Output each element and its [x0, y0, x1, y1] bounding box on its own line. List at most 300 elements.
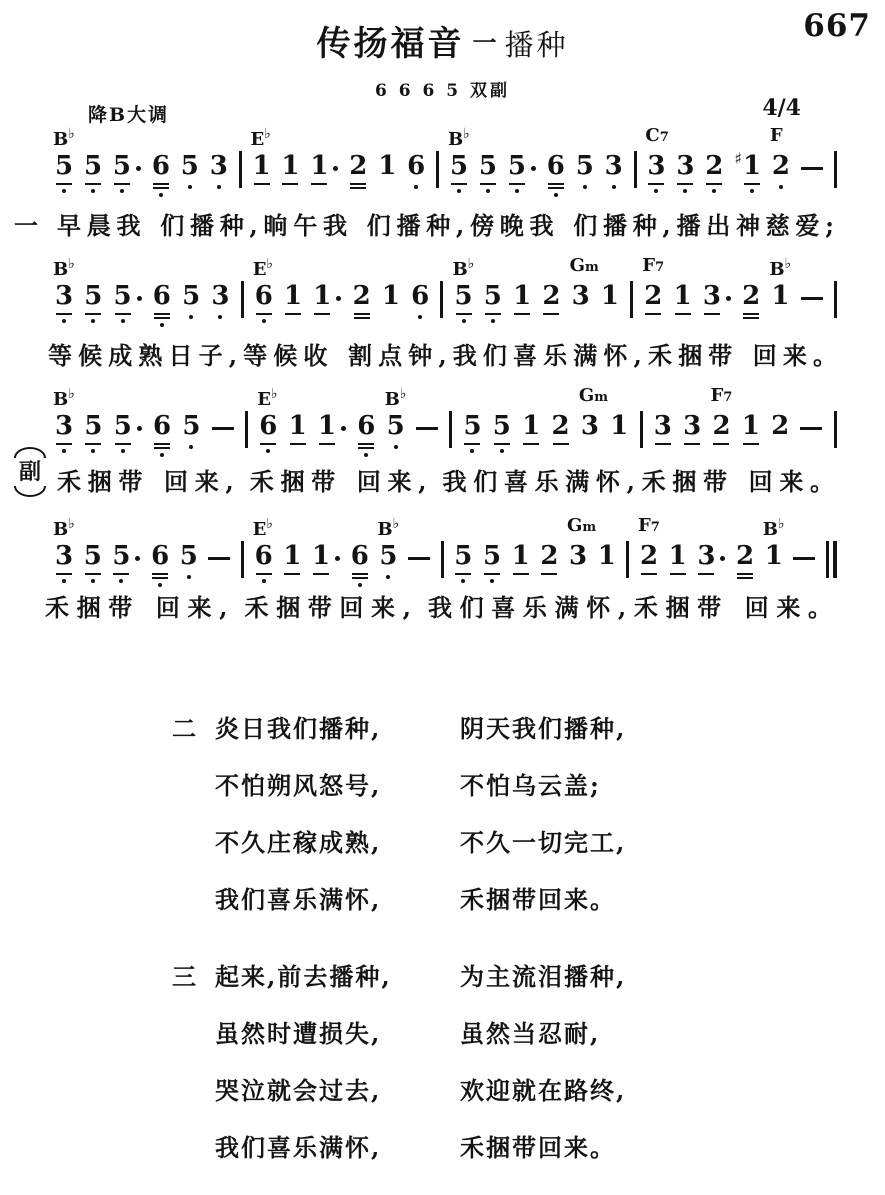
note-underlines	[352, 571, 368, 589]
note-stack	[736, 542, 754, 589]
note-digit: 5	[575, 151, 594, 181]
augmentation-dot	[333, 166, 338, 171]
chord-label: F	[769, 125, 783, 146]
note-digit: 5	[379, 541, 398, 571]
chord-suffix: 7	[655, 260, 665, 275]
note-digit: 6	[152, 281, 171, 311]
note-underlines	[543, 311, 559, 329]
note-digit: 5	[492, 411, 511, 441]
note	[180, 542, 198, 589]
note-underlines	[56, 311, 72, 329]
note-underlines	[218, 311, 222, 329]
verse-line-left: 我们喜乐满怀,	[215, 885, 382, 914]
underline	[154, 443, 170, 445]
underline	[85, 313, 101, 315]
note	[567, 515, 597, 589]
note	[736, 542, 754, 589]
note-digit: 1	[741, 411, 760, 441]
note	[349, 152, 367, 199]
note-digit: 1	[313, 281, 332, 311]
chord-label: F7	[642, 255, 665, 276]
barline	[449, 411, 452, 448]
note	[576, 152, 594, 199]
note-digit: 2	[771, 151, 790, 181]
note-digit: 5	[83, 151, 103, 181]
note	[674, 282, 692, 329]
note-stack	[674, 282, 692, 329]
note-digit: 5	[112, 541, 131, 571]
low-octave-dot	[712, 189, 716, 193]
note-digit: 3	[580, 411, 599, 441]
note-stack	[180, 542, 198, 589]
verse-line-right: 虽然当忍耐,	[460, 1019, 601, 1048]
note-stack	[357, 412, 375, 459]
note-stack	[771, 412, 789, 459]
note	[605, 152, 623, 199]
underline	[354, 317, 370, 319]
note-underlines	[189, 441, 193, 459]
dash-note	[408, 557, 430, 560]
lyric-line: 等候成熟日子,等候收 割点钟,我们喜乐满怀,禾捆带 回来。	[48, 341, 838, 370]
note-digit: 1	[252, 151, 271, 181]
note-underlines	[284, 571, 300, 589]
underline	[152, 573, 168, 575]
underline	[152, 577, 168, 579]
verse-line-left: 不久庄稼成熟,	[215, 828, 382, 857]
note-underlines	[743, 441, 759, 459]
note-stack	[284, 282, 302, 329]
note	[508, 152, 536, 199]
note-underlines	[455, 571, 471, 589]
verse-line-right: 为主流泪播种,	[460, 962, 627, 991]
underline	[455, 573, 471, 575]
underline	[115, 443, 131, 445]
flat-sign: ♭	[68, 386, 75, 402]
note	[637, 515, 660, 589]
note-stack	[743, 152, 761, 199]
note-stack	[252, 152, 270, 199]
verse-number	[172, 1062, 215, 1119]
note-stack	[598, 542, 616, 589]
note-digit: 1	[513, 281, 532, 311]
note-stack	[483, 542, 501, 589]
barline	[834, 281, 837, 318]
flat-sign: ♭	[266, 256, 274, 272]
note	[250, 126, 271, 199]
note-stack	[351, 542, 369, 589]
note-stack	[454, 542, 472, 589]
note-stack	[84, 152, 102, 199]
low-octave-dot	[160, 323, 164, 327]
note-underlines	[583, 181, 587, 199]
note-digit: 2	[349, 151, 368, 181]
note-stack	[610, 412, 628, 459]
low-octave-dot	[262, 319, 266, 323]
note	[84, 412, 102, 459]
verse-line-left: 我们喜乐满怀,	[215, 1133, 382, 1162]
note	[642, 255, 665, 329]
note-stack	[255, 282, 273, 329]
low-octave-dot	[386, 575, 390, 579]
note-stack	[411, 282, 429, 329]
note-digit: 1	[312, 541, 331, 571]
chord-label: B♭	[762, 516, 785, 540]
low-octave-dot	[394, 445, 398, 449]
underline	[743, 317, 759, 319]
chord-label: B♭	[53, 516, 75, 540]
low-octave-dot	[189, 315, 193, 319]
underline	[523, 443, 539, 445]
low-octave-dot	[457, 189, 461, 193]
note	[112, 542, 140, 589]
time-signature: 4/4	[762, 95, 801, 121]
note-digit: 5	[463, 411, 482, 441]
barline	[436, 151, 439, 188]
note-underlines	[56, 181, 72, 199]
note-digit: 5	[449, 151, 469, 181]
note-digit: 1	[673, 281, 692, 311]
dash-note	[801, 297, 823, 300]
note-digit: 5	[179, 541, 198, 571]
note-underlines	[706, 181, 722, 199]
underline	[485, 313, 501, 315]
underline	[85, 183, 101, 185]
note-stack	[640, 542, 658, 589]
note	[182, 282, 200, 329]
underline	[509, 183, 525, 185]
note-underlines	[548, 181, 564, 199]
barline	[634, 151, 637, 188]
underline	[56, 313, 72, 315]
note-stack	[114, 282, 132, 329]
underline	[706, 183, 722, 185]
note	[447, 126, 470, 199]
underline	[737, 573, 753, 575]
music-line	[55, 516, 837, 589]
chord-label: B♭	[377, 516, 400, 540]
title-subtitle: 播种	[504, 28, 569, 62]
underline	[153, 183, 169, 185]
note	[601, 282, 619, 329]
barline	[441, 541, 444, 578]
note-digit: 5	[84, 411, 103, 441]
low-octave-dot	[554, 193, 558, 197]
note-underlines	[152, 571, 168, 589]
note-digit: 6	[407, 151, 426, 181]
note-digit: 1	[742, 151, 762, 181]
low-octave-dot	[62, 449, 66, 453]
barline	[440, 281, 443, 318]
note-stack	[512, 542, 530, 589]
note-digit: 1	[597, 541, 616, 571]
note	[257, 386, 278, 459]
note-stack	[463, 412, 481, 459]
chord-label: E♭	[250, 126, 271, 150]
note-digit: 6	[153, 411, 172, 441]
barline	[241, 281, 244, 318]
note-underlines	[256, 571, 272, 589]
underline	[677, 183, 693, 185]
note-stack	[182, 282, 200, 329]
underline	[655, 443, 671, 445]
underline	[113, 573, 129, 575]
note	[569, 255, 599, 329]
verse-line-right: 禾捆带回来。	[460, 885, 616, 914]
note-underlines	[290, 441, 306, 459]
note-underlines	[114, 181, 130, 199]
augmentation-dot	[136, 166, 141, 171]
low-octave-dot	[160, 453, 164, 457]
flat-sign: ♭	[784, 256, 792, 272]
dash-note	[416, 427, 438, 430]
flat-sign: ♭	[266, 516, 273, 532]
note-stack	[572, 282, 590, 329]
note-underlines	[85, 441, 101, 459]
underline	[675, 313, 691, 315]
note-stack	[522, 412, 540, 459]
note-digit: 3	[55, 281, 74, 311]
note	[683, 412, 701, 459]
verse-number	[172, 814, 215, 871]
note-digit: 1	[600, 281, 619, 311]
note	[313, 282, 341, 329]
title-main: 传扬福音	[316, 24, 465, 64]
note-underlines	[675, 311, 691, 329]
chord-label: B♭	[769, 256, 792, 280]
barline	[239, 151, 242, 188]
note-digit: 1	[668, 541, 687, 571]
chord-label: E♭	[257, 386, 278, 410]
note-underlines	[648, 181, 664, 199]
note-stack	[211, 282, 229, 329]
low-octave-dot	[683, 189, 687, 193]
underline	[85, 443, 101, 445]
note	[551, 412, 569, 459]
low-octave-dot	[218, 315, 222, 319]
barline	[833, 541, 837, 578]
note-stack	[450, 152, 468, 199]
note-underlines	[494, 441, 510, 459]
note	[762, 516, 785, 589]
note-digit: 3	[683, 411, 702, 441]
note-stack	[289, 412, 307, 459]
note-underlines	[56, 571, 72, 589]
underline	[56, 573, 72, 575]
note-digit: 1	[317, 411, 336, 441]
note	[53, 126, 75, 199]
music-line	[55, 386, 837, 459]
barline	[626, 541, 629, 578]
low-octave-dot	[779, 185, 783, 189]
underline	[352, 577, 368, 579]
note-digit: 1	[284, 281, 303, 311]
note-underlines	[115, 441, 131, 459]
underline	[513, 573, 529, 575]
barline	[245, 411, 248, 448]
note-digit: 6	[546, 151, 565, 181]
note-digit: 3	[55, 541, 74, 571]
chord-label: F7	[637, 515, 660, 536]
note-digit: 1	[610, 411, 629, 441]
underline	[154, 447, 170, 449]
chord-suffix: 7	[723, 390, 733, 405]
note-digit: 6	[411, 281, 430, 311]
verse-number	[172, 757, 215, 814]
note-stack	[654, 412, 672, 459]
low-octave-dot	[418, 315, 422, 319]
final-barline	[826, 541, 837, 578]
note-digit: 1	[771, 281, 790, 311]
note	[769, 125, 790, 199]
note	[479, 152, 497, 199]
underline	[698, 573, 714, 575]
note-stack	[581, 412, 599, 459]
low-octave-dot	[358, 583, 362, 587]
note-underlines	[713, 441, 729, 459]
underline	[704, 313, 720, 315]
note-underlines	[187, 571, 191, 589]
note-stack	[576, 152, 594, 199]
note-digit: 5	[507, 151, 526, 181]
chord-suffix: 7	[659, 130, 669, 145]
note-stack	[407, 152, 425, 199]
note-underlines	[189, 311, 193, 329]
underline	[350, 183, 366, 185]
note	[284, 282, 302, 329]
barline	[834, 411, 837, 448]
note-digit: 5	[113, 281, 132, 311]
note-underlines	[311, 181, 327, 199]
stanza-number-marker: 一	[14, 211, 38, 240]
barline	[640, 411, 643, 448]
note-digit: 6	[254, 541, 273, 571]
flat-sign: ♭	[270, 386, 278, 402]
note-stack	[772, 152, 790, 199]
note-underlines	[285, 311, 301, 329]
note	[483, 542, 501, 589]
chord-label: B♭	[447, 126, 470, 150]
low-octave-dot	[121, 449, 125, 453]
note-stack	[310, 152, 328, 199]
verse-line-left: 起来,前去播种,	[215, 962, 392, 991]
underline	[548, 183, 564, 185]
lyric-line: 早晨我 们播种,晌午我 们播种,傍晚我 们播种,播出神慈爱;	[57, 211, 835, 240]
dash-note	[212, 427, 234, 430]
note-underlines	[744, 181, 760, 199]
note-stack	[312, 542, 330, 589]
note-underlines	[513, 571, 529, 589]
note-underlines	[85, 571, 101, 589]
note	[540, 542, 558, 589]
note-underlines	[154, 441, 170, 459]
chord-label: B♭	[53, 386, 75, 410]
chord-label: B♭	[53, 126, 75, 150]
note-underlines	[523, 441, 539, 459]
note-underlines	[85, 311, 101, 329]
note-underlines	[386, 571, 390, 589]
note-digit: 5	[112, 151, 131, 181]
chord-label: B♭	[53, 256, 75, 280]
flat-sign: ♭	[68, 126, 75, 142]
underline	[358, 443, 374, 445]
note	[669, 542, 687, 589]
note-stack	[697, 542, 715, 589]
underline	[451, 183, 467, 185]
low-octave-dot	[62, 579, 66, 583]
underline	[358, 447, 374, 449]
note-stack	[542, 282, 560, 329]
title-dash: 一	[472, 28, 497, 57]
verse-block	[172, 948, 760, 1176]
note-underlines	[154, 311, 170, 329]
note	[703, 282, 731, 329]
underline	[494, 443, 510, 445]
low-octave-dot	[486, 189, 490, 193]
note-stack	[259, 412, 277, 459]
underline	[282, 183, 298, 185]
note-stack	[742, 412, 760, 459]
note-underlines	[737, 571, 753, 589]
dash-note	[800, 427, 822, 430]
note-digit: 3	[209, 151, 228, 181]
note-underlines	[480, 181, 496, 199]
verse-line-right: 禾捆带回来。	[460, 1133, 616, 1162]
note-stack	[210, 152, 228, 199]
note-underlines	[414, 181, 418, 199]
chord-suffix: m	[582, 520, 597, 535]
note	[384, 386, 407, 459]
note-digit: 2	[712, 411, 731, 441]
low-octave-dot	[654, 189, 658, 193]
underline	[641, 573, 657, 575]
low-octave-dot	[91, 319, 95, 323]
chord-label: Gm	[567, 515, 597, 536]
note-underlines	[256, 311, 272, 329]
underline	[743, 313, 759, 315]
flat-sign: ♭	[399, 386, 407, 402]
note	[84, 282, 102, 329]
verse-number: 二	[172, 714, 198, 743]
note-digit: 1	[522, 411, 541, 441]
lyric-line: 禾捆带 回来, 禾捆带回来, 我们喜乐满怀,禾捆带 回来。	[45, 593, 833, 622]
underline	[548, 187, 564, 189]
note-stack	[742, 282, 760, 329]
underline	[743, 443, 759, 445]
note-stack	[112, 542, 130, 589]
page-number: 667	[803, 8, 871, 44]
low-octave-dot	[159, 193, 163, 197]
note-stack	[676, 152, 694, 199]
note	[654, 412, 672, 459]
note-digit: 3	[653, 411, 672, 441]
note	[382, 282, 400, 329]
augmentation-dot	[137, 426, 142, 431]
note-underlines	[350, 181, 366, 199]
low-octave-dot	[189, 445, 193, 449]
note-stack	[181, 152, 199, 199]
underline	[319, 443, 335, 445]
note-digit: 5	[113, 411, 132, 441]
note-underlines	[484, 571, 500, 589]
note	[181, 152, 199, 199]
note-stack	[484, 282, 502, 329]
underline	[153, 187, 169, 189]
note-stack	[683, 412, 701, 459]
augmentation-dot	[720, 556, 725, 561]
note-digit: 5	[84, 281, 103, 311]
note-underlines	[641, 571, 657, 589]
note-underlines	[612, 181, 616, 199]
